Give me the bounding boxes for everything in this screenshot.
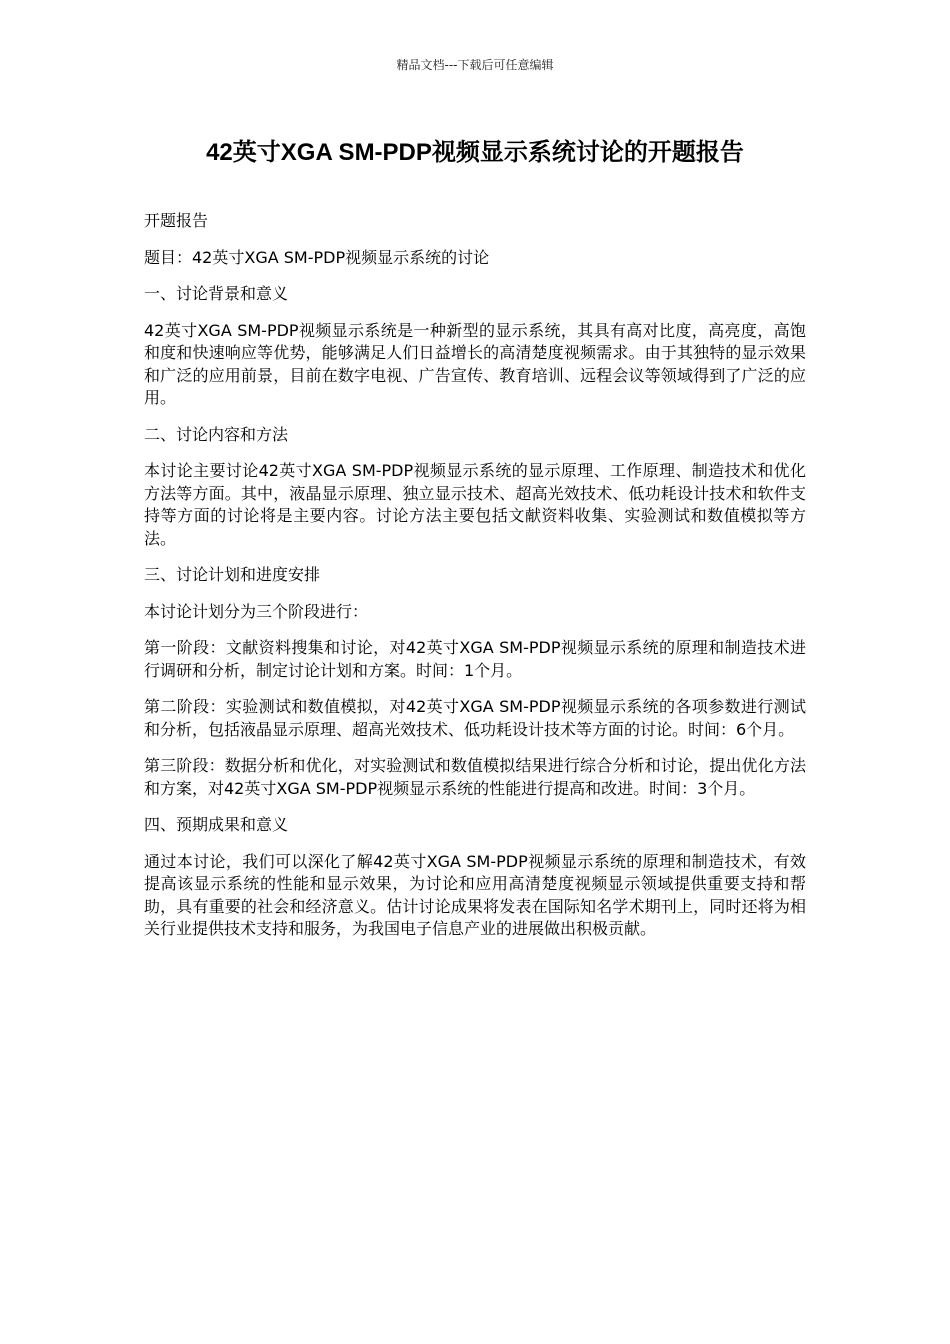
page-header: 精品文档---下载后可任意编辑 xyxy=(396,58,554,72)
paragraph-stage-three: 第三阶段：数据分析和优化，对实验测试和数值模拟结果进行综合分析和讨论，提出优化方法和方案，对42英寸XGA SM-PDP视频显示系统的性能进行提高和改进。时间：3个月。 xyxy=(144,756,806,798)
report-label: 开题报告 xyxy=(144,211,209,230)
paragraph-stage-one: 第一阶段：文献资料搜集和讨论，对42英寸XGA SM-PDP视频显示系统的原理和制造技术进行调研和分析，制定讨论计划和方案。时间：1个月。 xyxy=(144,638,806,680)
paragraph-background: 42英寸XGA SM-PDP视频显示系统是一种新型的显示系统，其具有高对比度，高亮度，高饱和度和快速响应等优势，能够满足人们日益增长的高清楚度视频需求。由于其独特的显示效果和广泛的应用前景，目前在数字电视、广告宣传、教育培训、远程会议等领域得到了广泛的应用。 xyxy=(144,320,806,407)
paragraph-plan-intro: 本讨论计划分为三个阶段进行： xyxy=(144,601,369,621)
document-title: 42英寸XGA SM-PDP视频显示系统讨论的开题报告 xyxy=(206,139,744,166)
section-heading-plan: 三、讨论计划和进度安排 xyxy=(144,565,321,584)
paragraph-stage-two: 第二阶段：实验测试和数值模拟，对42英寸XGA SM-PDP视频显示系统的各项参数进行测试和分析，包括液晶显示原理、超高光效技术、低功耗设计技术等方面的讨论。时间：6个月。 xyxy=(144,697,806,739)
section-heading-content-method: 二、讨论内容和方法 xyxy=(144,424,289,444)
section-heading-background: 一、讨论背景和意义 xyxy=(144,284,289,303)
section-heading-outcomes: 四、预期成果和意义 xyxy=(144,815,289,834)
document-body xyxy=(144,210,806,955)
paragraph-content-method: 本讨论主要讨论42英寸XGA SM-PDP视频显示系统的显示原理、工作原理、制造技术和优化方法等方面。其中，液晶显示原理、独立显示技术、超高光效技术、低功耗设计技术和软件支持等方面的讨论将是主要内容。讨论方法主要包括文献资料收集、实验测试和数值模拟等方法。 xyxy=(144,461,806,548)
topic-line: 题目：42英寸XGA SM-PDP视频显示系统的讨论 xyxy=(144,247,490,267)
paragraph-outcomes: 通过本讨论，我们可以深化了解42英寸XGA SM-PDP视频显示系统的原理和制造技术，有效提高该显示系统的性能和显示效果，为讨论和应用高清楚度视频显示领域提供重要支持和帮助，具有重要的社会和经济意义。估计讨论成果将发表在国际知名学术期刊上，同时还将为相关行业提供技术支持和服务，为我国电子信息产业的进展做出积极贡献。 xyxy=(144,851,806,938)
